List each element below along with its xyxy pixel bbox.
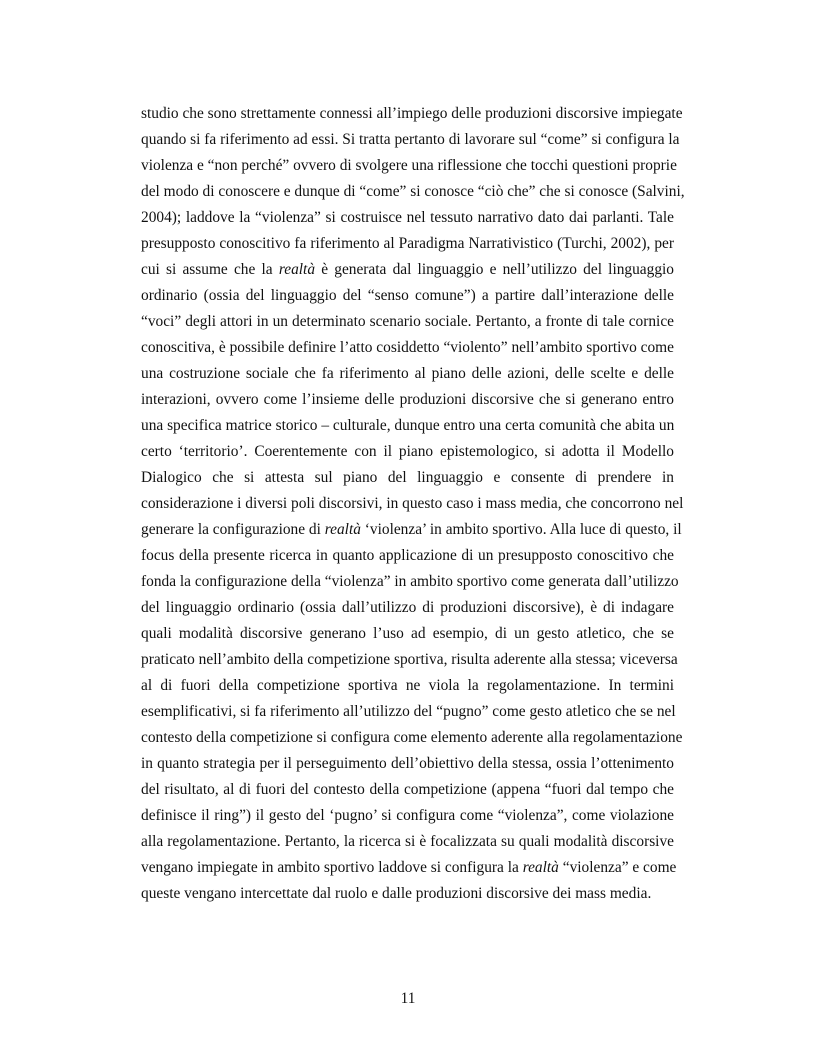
text-line: [141, 751, 674, 777]
text-line: [141, 517, 682, 543]
text-line: [141, 179, 685, 205]
text-line: [141, 855, 677, 881]
text-run: del modo di conoscere e dunque di “come” si conosce “ciò che” che si conosce (Salvini,: [141, 183, 685, 200]
text-line: [141, 309, 674, 335]
text-run: alla regolamentazione. Pertanto, la ricerca si è focalizzata su quali modalità discorsive: [141, 833, 674, 850]
text-run: violenza e “non perché” ovvero di svolgere una riflessione che tocchi questioni proprie: [141, 157, 677, 174]
text-run: conoscitiva, è possibile definire l’atto cosiddetto “violento” nell’ambito sportivo come: [141, 339, 674, 356]
text-run: 2004); laddove la “violenza” si costruisce nel tessuto narrativo dato dai parlanti. Tale: [141, 209, 674, 226]
text-run: una specifica matrice storico – culturale, dunque entro una certa comunità che abita un: [141, 417, 675, 434]
text-run: “violenza” e come: [558, 859, 677, 876]
italic-term: realtà: [324, 521, 361, 538]
text-run: presupposto conoscitivo fa riferimento al Paradigma Narrativistico (Turchi, 2002), per: [141, 235, 674, 252]
text-run: contesto della competizione si configura come elemento aderente alla regolamentazione: [141, 729, 683, 746]
text-line: [141, 205, 674, 231]
text-line: [141, 387, 674, 413]
text-line: [141, 231, 674, 257]
text-line: [141, 829, 674, 855]
text-line: [141, 361, 674, 387]
text-run: interazioni, ovvero come l’insieme delle produzioni discorsive che si generano entro: [141, 391, 674, 408]
text-line: [141, 881, 674, 907]
text-run: una costruzione sociale che fa riferimento al piano delle azioni, delle scelte e delle: [141, 365, 674, 382]
text-run: è generata dal linguaggio e nell’utilizzo del linguaggio: [315, 261, 674, 278]
text-run: studio che sono strettamente connessi all’impiego delle produzioni discorsive impiegate: [141, 105, 683, 122]
text-line: [141, 725, 683, 751]
text-line: [141, 283, 674, 309]
text-run: considerazione i diversi poli discorsivi, in questo caso i mass media, che concorrono nel: [141, 495, 684, 512]
text-line: [141, 101, 683, 127]
text-run: del risultato, al di fuori del contesto della competizione (appena “fuori dal tempo che: [141, 781, 674, 798]
text-run: esemplificativi, si fa riferimento all’utilizzo del “pugno” come gesto atletico che se nel: [141, 703, 676, 720]
text-run: cui si assume che la: [141, 261, 279, 278]
text-run: quando si fa riferimento ad essi. Si tratta pertanto di lavorare sul “come” si configura la: [141, 131, 680, 148]
text-run: quali modalità discorsive generano l’uso ad esempio, di un gesto atletico, che se: [141, 625, 674, 642]
text-run: del linguaggio ordinario (ossia dall’utilizzo di produzioni discorsive), è di indagare: [141, 599, 674, 616]
text-run: ‘violenza’ in ambito sportivo. Alla luce di questo, il: [360, 521, 682, 538]
text-run: focus della presente ricerca in quanto applicazione di un presupposto conoscitivo che: [141, 547, 674, 564]
text-run: ordinario (ossia del linguaggio del “senso comune”) a partire dall’interazione delle: [141, 287, 674, 304]
text-run: definisce il ring”) il gesto del ‘pugno’ si configura come “violenza”, come violazione: [141, 807, 674, 824]
text-run: queste vengano intercettate dal ruolo e dalle produzioni discorsive dei mass media.: [141, 885, 652, 902]
text-line: [141, 335, 674, 361]
text-line: [141, 257, 674, 283]
text-run: fonda la configurazione della “violenza” in ambito sportivo come generata dall’utilizzo: [141, 573, 679, 590]
text-run: in quanto strategia per il perseguimento dell’obiettivo della stessa, ossia l’ottenimento: [141, 755, 674, 772]
text-line: [141, 647, 678, 673]
text-line: [141, 803, 674, 829]
body-paragraph: [141, 101, 685, 907]
text-line: [141, 439, 674, 465]
text-run: praticato nell’ambito della competizione sportiva, risulta aderente alla stessa; viceversa: [141, 651, 678, 668]
text-run: Dialogico che si attesta sul piano del linguaggio e consente di prendere in: [141, 469, 674, 486]
text-line: [141, 777, 674, 803]
text-line: [141, 127, 680, 153]
italic-term: realtà: [278, 261, 316, 278]
text-line: [141, 413, 674, 439]
text-line: [141, 569, 679, 595]
text-line: [141, 465, 674, 491]
text-run: “voci” degli attori in un determinato scenario sociale. Pertanto, a fronte di tale cornice: [141, 313, 674, 330]
text-run: al di fuori della competizione sportiva ne viola la regolamentazione. In termini: [141, 677, 674, 694]
text-line: [141, 595, 674, 621]
page-number: 11: [400, 990, 416, 1007]
text-line: [141, 673, 674, 699]
text-line: [141, 491, 684, 517]
text-run: generare la configurazione di: [141, 521, 325, 538]
text-run: certo ‘territorio’. Coerentemente con il piano epistemologico, si adotta il Modello: [141, 443, 674, 460]
text-run: vengano impiegate in ambito sportivo laddove si configura la: [141, 859, 523, 876]
text-line: [141, 153, 677, 179]
text-line: [141, 543, 674, 569]
italic-term: realtà: [522, 859, 559, 876]
text-line: [141, 621, 674, 647]
text-line: [141, 699, 674, 725]
